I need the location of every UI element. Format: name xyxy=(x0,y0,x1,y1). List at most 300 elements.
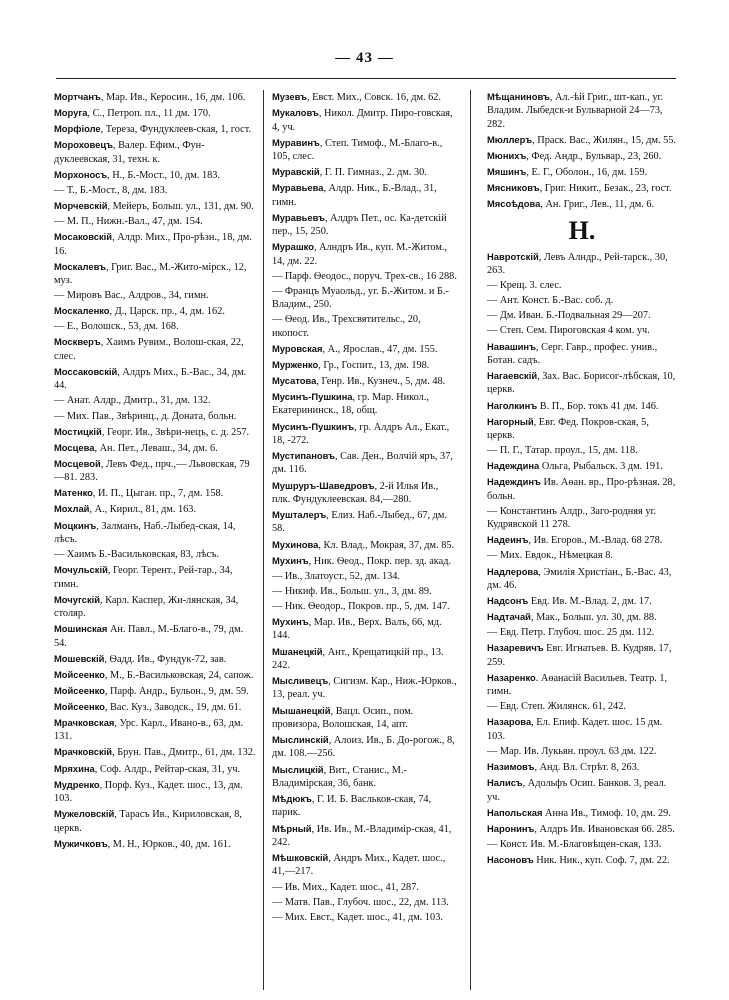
entry-details: Анна Ив., Тимоф. 10, дм. 29. xyxy=(542,807,671,819)
entry-details: — Дм. Иван. Б.-Подвальная 29—207. xyxy=(487,310,651,322)
entry-details: , Григ. Вас., М.-Жито-мірск., 12, муз. xyxy=(54,261,247,287)
entry-surname: Москаленко xyxy=(54,305,110,317)
entry-details: , Ан. Пет., Леваш., 34, дм. 6. xyxy=(94,442,218,454)
entry-surname: Навашинъ xyxy=(487,340,536,352)
entry-details: Ан. Павл., М.-Благо-в., 79, дм. 54. xyxy=(54,624,244,649)
directory-entry xyxy=(54,548,257,561)
directory-entry xyxy=(487,745,677,758)
directory-entry xyxy=(487,369,677,397)
directory-entry xyxy=(54,502,257,516)
entry-surname: Моссаковскій xyxy=(54,365,118,377)
entry-surname: Мочульскій xyxy=(54,564,108,576)
entry-surname: Мортчанъ xyxy=(54,91,101,102)
entry-surname: Мюнихъ xyxy=(487,150,527,161)
entry-details: , М., Б.-Васильковская, 24, сапож. xyxy=(104,669,254,681)
directory-entry xyxy=(272,270,458,283)
entry-surname: Мыслинскій xyxy=(272,734,329,746)
entry-details: , Г. П. Гимназ., 2. дм. 30. xyxy=(319,167,427,179)
directory-entry xyxy=(54,90,257,104)
entry-details: . Аѳанасій Васильев. Театр. 1, гимн. xyxy=(487,672,668,698)
entry-details: , Карл. Каспер, Жи-лянская, 34, столяр. xyxy=(54,594,239,619)
directory-entry xyxy=(54,762,257,776)
directory-entry xyxy=(272,449,458,477)
entry-details: , Кл. Влад., Мокрая, 37, дм. 85. xyxy=(318,539,455,551)
entry-details: , Н., Б.-Мост., 10, дм. 183. xyxy=(107,169,220,181)
directory-entry xyxy=(54,684,257,698)
directory-entry xyxy=(487,250,677,278)
entry-details: — М. П., Нижн.-Вал., 47, дм. 154. xyxy=(54,216,203,228)
entry-details: , Праск. Вас., Жилян., 15, дм. 55. xyxy=(532,134,676,146)
directory-entry xyxy=(487,444,677,457)
directory-entry xyxy=(272,704,458,732)
directory-entry xyxy=(54,168,257,182)
entry-details: Евг. Игнатьев. В. Кудряв. 17, 259. xyxy=(487,643,672,668)
entry-surname: Мурашко xyxy=(272,241,314,253)
entry-details: — Т., Б.-Мост., 8, дм. 183. xyxy=(54,184,168,196)
entry-surname: Мосцева xyxy=(54,441,95,453)
entry-details: , Сигизм. Кар., Ниж.-Юрков., 13, реал. уч. xyxy=(272,676,457,701)
entry-surname: Надлерова xyxy=(487,565,539,577)
directory-entry xyxy=(54,700,257,714)
entry-surname: Морчевскій xyxy=(54,199,108,211)
entry-surname: Мрачковская xyxy=(54,716,115,728)
entry-details: , Левъ Алндр., Рей-тарск., 30, 263. xyxy=(487,251,668,277)
directory-entry xyxy=(272,851,458,879)
entry-surname: Мойсеенко xyxy=(54,700,105,712)
directory-entry xyxy=(272,342,458,356)
entry-surname: Надеинъ xyxy=(487,534,529,546)
directory-entry xyxy=(272,881,458,894)
entry-surname: Мухинъ xyxy=(272,554,309,566)
directory-entry xyxy=(487,399,677,413)
entry-details: , М. Н., Юрков., 40, дм. 161. xyxy=(107,838,231,850)
entry-surname: Мороховецъ xyxy=(54,139,113,151)
entry-details: , Георг. Ив., Звѣри-нецъ, с. д. 257. xyxy=(101,426,250,438)
directory-entry xyxy=(272,600,458,613)
entry-details: , Ел. Епиф. Кадет. шос. 15 дм. 103. xyxy=(487,717,663,742)
entry-details: , Георг. Терент., Рей-тар., 34, гимн. xyxy=(54,565,233,590)
directory-entry xyxy=(487,459,677,473)
entry-details: , Залманъ, Наб.-Лыбед-ская, 14, лѣсъ. xyxy=(54,520,236,545)
column-divider xyxy=(470,90,471,990)
directory-entry xyxy=(272,313,458,340)
entry-surname: Морфіоле xyxy=(54,123,101,135)
directory-entry xyxy=(487,626,677,639)
entry-details: — Парф. Ѳеодос., поруч. Трех-св., 16 288. xyxy=(272,270,457,282)
entry-details: , Левъ Фед., прч.,— Львовская, 79—81. 283. xyxy=(54,458,250,484)
directory-entry xyxy=(487,181,677,195)
entry-details: , гр. Мар. Никол., Екатерининск., 18, общ. xyxy=(272,392,429,417)
entry-details: — Матв. Пав., Глубоч. шос., 22, дм. 113. xyxy=(272,896,449,908)
directory-entry xyxy=(272,390,458,418)
directory-entry xyxy=(54,486,257,500)
entry-details: , Адольфъ Осип. Банков. 3, реал. уч. xyxy=(487,778,667,803)
directory-entry xyxy=(54,320,257,333)
entry-details: , Генр. Ив., Кузнеч., 5, дм. 48. xyxy=(316,375,446,387)
entry-surname: Мюллеръ xyxy=(487,133,533,145)
entry-details: — Мих. Евст., Кадет. шос., 41, дм. 103. xyxy=(272,911,443,923)
entry-details: , Степ. Тимоф., М.-Благо-в., 105, слес. xyxy=(272,137,443,162)
entry-details: — Евд. Степ. Жилянск. 61, 242. xyxy=(487,701,626,713)
entry-surname: Мукаловъ xyxy=(272,107,319,119)
directory-entry xyxy=(272,106,458,134)
entry-details: , Хаимъ Рувим., Волош-ская, 22, слес. xyxy=(54,337,244,362)
entry-surname: Надтачай xyxy=(487,611,531,623)
entry-details: , Ив. Ив., М.-Владимір-ская, 41, 242. xyxy=(272,823,452,848)
entry-details: — Мировъ Вас., Алдров., 34, гимн. xyxy=(54,290,209,302)
entry-surname: Наронинъ xyxy=(487,822,535,834)
directory-entry xyxy=(487,475,677,503)
entry-details: — Степ. Сем. Пироговская 4 ком. уч. xyxy=(487,325,650,337)
directory-entry xyxy=(272,674,458,702)
directory-entry xyxy=(54,260,257,288)
directory-entry xyxy=(272,420,458,448)
entry-details: Ив. Аѳан. вр., Про-рѣзная. 28, больн. xyxy=(487,477,676,502)
entry-details: — Хаимъ Б.-Васильковская, 83, лѣсъ. xyxy=(54,549,220,560)
directory-entry xyxy=(487,806,677,820)
entry-details: , 2-й Илья Ив., плк. Фундуклеевская. 84,—280. xyxy=(272,480,439,505)
directory-entry xyxy=(54,457,257,485)
directory-entry xyxy=(487,279,677,292)
entry-details: , Мар. Ив., Верх. Валъ, 66, мд. 144. xyxy=(272,617,442,642)
directory-entry xyxy=(54,668,257,682)
directory-entry xyxy=(54,335,257,363)
entry-surname: Мѣдюкъ xyxy=(272,793,312,805)
directory-entry xyxy=(54,394,257,407)
entry-surname: Муравьева xyxy=(272,182,324,194)
entry-surname: Мужеловскій xyxy=(54,808,115,820)
directory-entry xyxy=(54,304,257,318)
entry-details: , Елиз. Наб.-Лыбед., 67, дм. 58. xyxy=(272,510,447,535)
entry-details: , Тереза, Фундуклеев-ская, 1, гост. xyxy=(100,124,252,136)
entry-surname: Мушталеръ xyxy=(272,509,327,521)
directory-entry xyxy=(272,240,458,268)
entry-details: — Конст. Ив. М.-Благовѣщен-ская, 133. xyxy=(487,838,662,850)
entry-details: , Сав. Ден., Волчій яръ, 37, дм. 116. xyxy=(272,451,453,476)
entry-surname: Мурженко xyxy=(272,358,319,370)
directory-entry xyxy=(54,622,257,650)
directory-entry xyxy=(54,837,257,851)
entry-details: , С., Петроп. пл., 11 дм. 170. xyxy=(87,108,211,120)
directory-entry xyxy=(272,822,458,850)
directory-entry xyxy=(272,285,458,312)
entry-surname: Надсонъ xyxy=(487,595,529,607)
entry-details: , Андръ Мих., Кадет. шос., 41,—217. xyxy=(272,853,446,878)
entry-details: , Алдр. Мих., Про-рѣзн., 18, дм. 16. xyxy=(54,232,252,257)
directory-entry xyxy=(487,505,677,532)
directory-entry xyxy=(272,615,458,643)
entry-surname: Назимовъ xyxy=(487,761,535,772)
entry-surname: Мустипановъ xyxy=(272,450,335,462)
directory-entry xyxy=(54,289,257,302)
directory-entry xyxy=(54,106,257,120)
entry-surname: Нагаевскій xyxy=(487,370,538,382)
column-divider xyxy=(263,90,264,990)
entry-surname: Назаренко xyxy=(487,671,536,683)
directory-entry xyxy=(487,700,677,713)
entry-details: , Евст. Мих., Совск. 16, дм. 62. xyxy=(307,92,441,103)
directory-entry xyxy=(272,358,458,372)
directory-entry xyxy=(487,340,677,368)
directory-entry xyxy=(487,197,677,211)
page-number: — 43 — xyxy=(335,50,394,66)
directory-entry xyxy=(487,165,677,179)
directory-entry xyxy=(54,199,257,213)
entry-details: , Мейеръ, Больш. ул., 131, дм. 90. xyxy=(107,200,254,212)
entry-details: — Анат. Алдр., Дмитр., 31, дм. 132. xyxy=(54,395,211,407)
directory-column-2 xyxy=(272,90,458,926)
directory-entry xyxy=(487,90,677,131)
entry-details: Ольга, Рыбальск. 3 дм. 191. xyxy=(539,461,663,473)
entry-details: , Ант., Крещатицкій пр., 13. 242. xyxy=(272,646,444,671)
entry-surname: Мохлай xyxy=(54,503,90,515)
entry-details: , Ник. Ѳеод., Покр. пер. зд. акад. xyxy=(308,555,452,567)
directory-entry xyxy=(272,136,458,164)
directory-entry xyxy=(272,911,458,924)
directory-entry xyxy=(54,184,257,197)
entry-surname: Морхоносъ xyxy=(54,168,108,180)
entry-details: — Францъ Муаольд., уг. Б.-Житом. и Б.-Владим., 250. xyxy=(272,285,449,311)
directory-entry xyxy=(54,778,257,806)
directory-entry xyxy=(54,519,257,547)
directory-entry xyxy=(54,593,257,621)
entry-details: , Григ. Никит., Безак., 23, гост. xyxy=(539,183,672,195)
directory-entry xyxy=(272,374,458,388)
entry-details: — Мих. Пав., Звѣринц., д. Доната, больн. xyxy=(54,410,237,422)
entry-details: — П. Г., Татар. проул., 15, дм. 118. xyxy=(487,445,638,457)
entry-surname: Моруга xyxy=(54,107,88,119)
directory-entry xyxy=(487,133,677,147)
entry-surname: Мясниковъ xyxy=(487,182,540,194)
entry-surname: Налисъ xyxy=(487,777,523,789)
entry-details: — Никиф. Ив., Больш. ул., 3, дм. 89. xyxy=(272,585,432,597)
directory-entry xyxy=(487,594,677,608)
entry-details: — Ник. Ѳеодор., Покров. пр., 5, дм. 147. xyxy=(272,600,450,612)
directory-entry xyxy=(54,563,257,591)
entry-surname: Назарова xyxy=(487,716,532,728)
directory-entry xyxy=(487,610,677,624)
directory-entry xyxy=(487,415,677,443)
entry-details: , Парф. Андр., Бульон., 9, дм. 59. xyxy=(104,685,249,697)
section-letter: Н. xyxy=(568,215,596,245)
entry-surname: Муравинъ xyxy=(272,136,320,148)
entry-surname: Надеждинъ xyxy=(487,476,541,488)
entry-details: , А., Ярослав., 47, дм. 155. xyxy=(322,343,438,355)
entry-details: , Серг. Гавр., профес. унив., Ботан. садъ. xyxy=(487,341,658,366)
directory-entry xyxy=(54,215,257,228)
entry-details: — Ив., Златоуст., 52, дм. 134. xyxy=(272,570,401,582)
entry-surname: Муровская xyxy=(272,342,323,354)
entry-details: , Мар. Ив., Керосин., 16, дм. 106. xyxy=(100,92,246,103)
entry-details: , Алоиз. Ив., Б. До-рогож., 8, дм. 108.—256. xyxy=(272,735,455,760)
entry-details: , Д., Царск. пр., 4, дм. 162. xyxy=(109,306,225,318)
entry-surname: Назаревичъ xyxy=(487,642,544,654)
entry-surname: Муравскій xyxy=(272,166,320,178)
entry-surname: Музевъ xyxy=(272,91,308,102)
entry-details: Евд. Ив. М.-Влад. 2, дм. 17. xyxy=(528,596,652,608)
entry-surname: Мясоѣдова xyxy=(487,198,541,210)
entry-surname: Надеждина xyxy=(487,460,540,472)
entry-surname: Мостицкій xyxy=(54,425,102,437)
entry-surname: Мряхина xyxy=(54,762,95,774)
directory-entry xyxy=(54,230,257,258)
directory-entry xyxy=(54,807,257,835)
directory-entry xyxy=(272,792,458,820)
entry-surname: Мушруръ-Шаведровъ xyxy=(272,479,375,491)
directory-entry xyxy=(272,585,458,598)
entry-surname: Мѣшковскій xyxy=(272,852,329,864)
entry-surname: Мусатова xyxy=(272,374,317,386)
directory-entry xyxy=(272,645,458,673)
entry-details: , Брун. Пав., Дмитр., 61, дм. 132. xyxy=(112,747,256,759)
directory-entry xyxy=(487,565,677,593)
entry-details: , Никол. Дмитр. Пиро-говская, 4, уч. xyxy=(272,108,453,133)
directory-entry xyxy=(272,570,458,583)
entry-details: — Ант. Конст. Б.-Вас. соб. д. xyxy=(487,295,614,307)
entry-details: , Анд. Вл. Стрѣт. 8, 263. xyxy=(534,762,640,773)
directory-entry xyxy=(54,652,257,666)
entry-details: , Алдръ Ив. Ивановская 66. 285. xyxy=(534,823,675,835)
entry-details: , Ѳадд. Ив., Фундук-72, зав. xyxy=(104,653,227,665)
entry-surname: Мысливецъ xyxy=(272,675,329,687)
entry-surname: Матенко xyxy=(54,487,93,499)
entry-surname: Мѣрный xyxy=(272,822,312,834)
directory-entry xyxy=(54,410,257,423)
entry-details: — Ив. Мих., Кадет. шос., 41, 287. xyxy=(272,881,419,893)
entry-details: , Г. И. Б. Васльков-ская, 74, парик. xyxy=(272,794,432,819)
entry-details: — Константинъ Алдр., Заго-родняя уг. Кудрявской 11 278. xyxy=(487,505,657,531)
directory-entry xyxy=(487,671,677,699)
header-rule xyxy=(56,78,676,79)
directory-entry xyxy=(487,149,677,163)
directory-entry xyxy=(54,365,257,393)
entry-details: , Вит., Станис., М.-Владимірская, 36, банк. xyxy=(272,764,407,789)
directory-entry xyxy=(272,165,458,179)
entry-details: , Зах. Вас. Борисог-лѣбская, 10, церкв. xyxy=(487,371,676,396)
entry-surname: Мыслицкій xyxy=(272,763,324,775)
directory-entry xyxy=(54,425,257,439)
entry-surname: Навротскій xyxy=(487,250,539,262)
entry-surname: Напольская xyxy=(487,806,543,818)
entry-surname: Мухинова xyxy=(272,538,319,550)
entry-details: — Крещ. 3. слес. xyxy=(487,280,562,292)
directory-entry xyxy=(272,733,458,761)
entry-details: , Вас. Куз., Заводск., 19, дм. 61. xyxy=(104,701,242,713)
directory-entry xyxy=(487,549,677,562)
entry-surname: Мужичковъ xyxy=(54,837,108,849)
directory-column-1 xyxy=(54,90,257,853)
entry-details: , Порф. Куз., Кадет. шос., 13, дм. 103. xyxy=(54,779,243,805)
directory-entry xyxy=(487,822,677,836)
entry-details: , И. П., Цыган. пр., 7, дм. 158. xyxy=(92,488,224,500)
entry-details: , Эмилія Христіан., Б.-Вас. 43, дм. 46. xyxy=(487,566,672,591)
entry-surname: Насоновъ xyxy=(487,853,534,865)
directory-entry xyxy=(54,122,257,136)
entry-surname: Нагорный xyxy=(487,415,534,427)
entry-surname: Мышанецкій xyxy=(272,704,331,716)
entry-details: — Е., Волошск., 53, дм. 168. xyxy=(54,321,179,333)
entry-surname: Мойсеенко xyxy=(54,684,105,696)
entry-details: , Фед. Андр., Бульвар., 23, 260. xyxy=(526,151,662,162)
directory-entry xyxy=(487,533,677,547)
directory-entry xyxy=(54,745,257,759)
directory-entry xyxy=(272,181,458,209)
entry-surname: Мосаковскій xyxy=(54,231,113,243)
entry-surname: Мусинъ-Пушкинъ xyxy=(272,420,355,432)
directory-entry xyxy=(272,554,458,568)
entry-surname: Мѣщаниновъ xyxy=(487,91,550,102)
directory-entry xyxy=(272,479,458,507)
entry-details: — Мар. Ив. Лукьян. проул. 63 дм. 122. xyxy=(487,745,657,757)
directory-entry xyxy=(487,309,677,322)
entry-details: , Алдр. Ник., Б.-Влад., 31, гимн. xyxy=(272,183,437,208)
entry-details: , Вацл. Осип., пом. провизора, Волошская, 14, апт. xyxy=(272,705,414,730)
directory-entry xyxy=(272,211,458,239)
directory-entry xyxy=(487,853,677,867)
entry-surname: Мусинъ-Пушкина xyxy=(272,391,353,403)
directory-entry xyxy=(272,538,458,552)
entry-surname: Мошинская xyxy=(54,623,108,635)
entry-surname: Москверъ xyxy=(54,336,101,348)
entry-surname: Мяшинъ xyxy=(487,166,527,178)
directory-entry xyxy=(54,441,257,455)
entry-details: , Евг. Фед. Покров-ская, 5, церкв. xyxy=(487,416,649,442)
entry-surname: Москалевъ xyxy=(54,260,106,272)
entry-details: , Гр., Госпит., 13, дм. 198. xyxy=(318,359,430,371)
entry-details: , гр. Алдръ Ал., Екат., 18, -272. xyxy=(272,421,450,446)
entry-surname: Мочугскій xyxy=(54,593,101,605)
directory-entry xyxy=(487,324,677,337)
directory-entry xyxy=(272,90,458,104)
entry-details: , Алндръ Ив., куп. М.-Житом., 14, дм. 22. xyxy=(272,242,448,267)
entry-details: — Мих. Евдок., Нѣмецкая 8. xyxy=(487,550,613,562)
directory-entry xyxy=(272,763,458,791)
directory-entry xyxy=(54,716,257,744)
directory-entry xyxy=(487,715,677,743)
entry-details: , Е. Г., Оболон., 16, дм. 159. xyxy=(526,167,648,179)
entry-details: , Алдръ Мих., Б.-Вас., 34, дм. 44. xyxy=(54,366,247,392)
directory-entry xyxy=(487,760,677,774)
directory-entry xyxy=(487,294,677,307)
directory-entry xyxy=(487,641,677,669)
entry-details: , Валер. Ефим., Фун-дуклеевская, 31, техн. к. xyxy=(54,140,205,165)
entry-details: , Ив. Егоров., М.-Влад. 68 278. xyxy=(528,535,663,547)
entry-details: , Алдръ Пет., ос. Ка-детскій пер., 15, 250. xyxy=(272,212,447,238)
entry-surname: Наголкинъ xyxy=(487,399,538,411)
directory-entry xyxy=(272,896,458,909)
entry-details: , Урс. Карл., Ивано-в., 63, дм. 131. xyxy=(54,717,244,743)
entry-details: — Евд. Петр. Глубоч. шос. 25 дм. 112. xyxy=(487,627,655,639)
entry-details: , Мак., Больш. ул. 30, дм. 88. xyxy=(530,612,657,624)
entry-details: Ник. Ник., куп. Соф. 7, дм. 22. xyxy=(533,854,670,866)
entry-surname: Мрачковскій xyxy=(54,746,113,758)
entry-surname: Мосцевой xyxy=(54,457,101,469)
directory-entry xyxy=(487,838,677,851)
directory-entry xyxy=(487,776,677,804)
entry-surname: Мудренко xyxy=(54,778,100,790)
entry-details: В. П., Бор. токъ 41 дм. 146. xyxy=(537,400,659,412)
entry-details: , Соф. Алдр., Рейтар-ская, 31, уч. xyxy=(94,763,241,775)
entry-details: , А., Кирил., 81, дм. 163. xyxy=(89,504,197,516)
entry-surname: Мшанецкій xyxy=(272,645,323,657)
entry-details: — Ѳеод. Ив., Трехсвятительс., 20, икопост. xyxy=(272,314,421,339)
entry-surname: Мухинъ xyxy=(272,616,309,628)
entry-surname: Муравьевъ xyxy=(272,211,325,223)
directory-entry xyxy=(272,508,458,536)
entry-details: , Ан. Григ., Лев., 11, дм. 6. xyxy=(540,199,655,211)
entry-surname: Мойсеенко xyxy=(54,668,105,680)
directory-column-3 xyxy=(487,90,677,869)
